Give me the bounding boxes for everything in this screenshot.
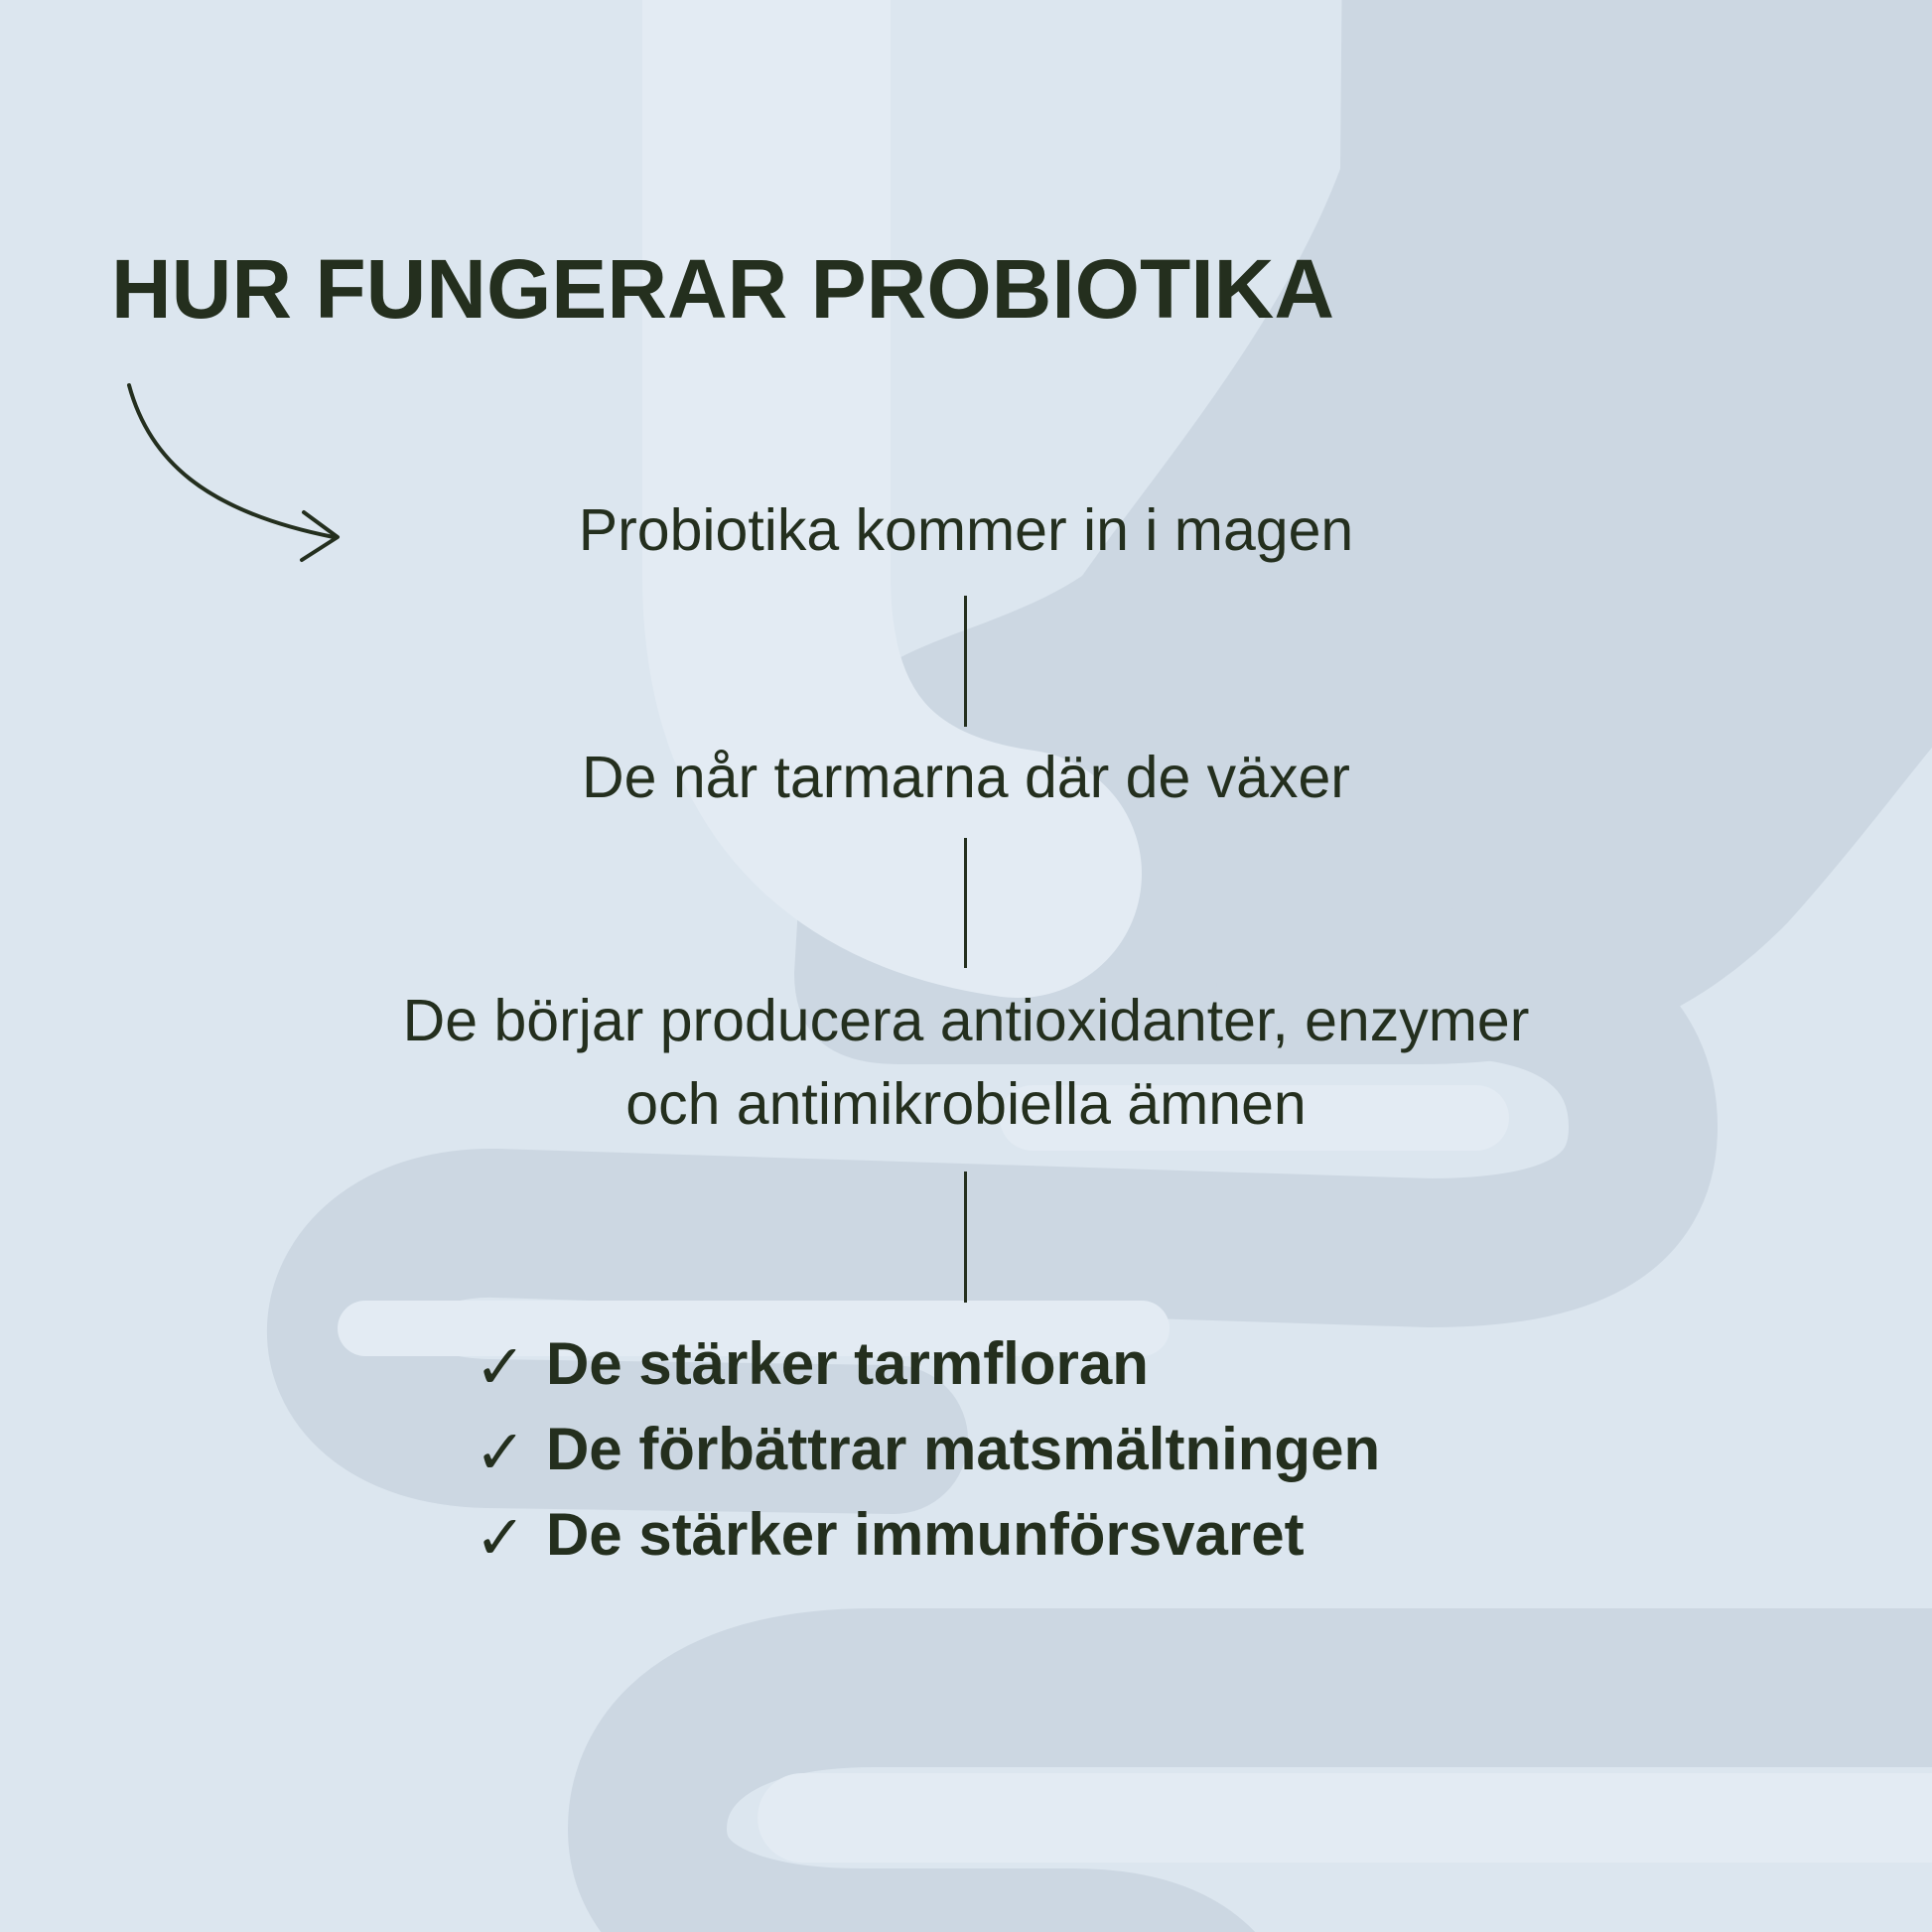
page-title: HUR FUNGERAR PROBIOTIKA: [111, 242, 1334, 336]
flow-step-2-label: De når tarmarna där de växer: [582, 745, 1350, 810]
flow-step-1: [0, 494, 1932, 566]
benefit-item-immune-system: [475, 1491, 1380, 1577]
flow-step-3-label: De börjar producera antioxidanter, enzymer och antimikrobiella ämnen: [402, 988, 1530, 1137]
flow-step-3: [0, 979, 1932, 1146]
benefit-item-digestion: [475, 1406, 1380, 1491]
flow-step-2: [0, 742, 1932, 813]
checkmark-icon: ✓: [475, 1416, 526, 1488]
checkmark-icon: ✓: [475, 1501, 526, 1574]
benefit-label: De stärker tarmfloran: [545, 1329, 1149, 1397]
benefit-label: De stärker immunförsvaret: [545, 1500, 1305, 1568]
checkmark-icon: ✓: [475, 1330, 526, 1403]
flow-step-1-label: Probiotika kommer in i magen: [578, 497, 1354, 563]
benefits-list: [475, 1320, 1380, 1577]
benefit-label: De förbättrar matsmältningen: [545, 1415, 1381, 1482]
flow-connector-line-2: [964, 838, 967, 968]
benefit-item-gut-flora: [475, 1320, 1380, 1406]
flow-connector-line-3: [964, 1172, 967, 1303]
flow-connector-line-1: [964, 596, 967, 727]
